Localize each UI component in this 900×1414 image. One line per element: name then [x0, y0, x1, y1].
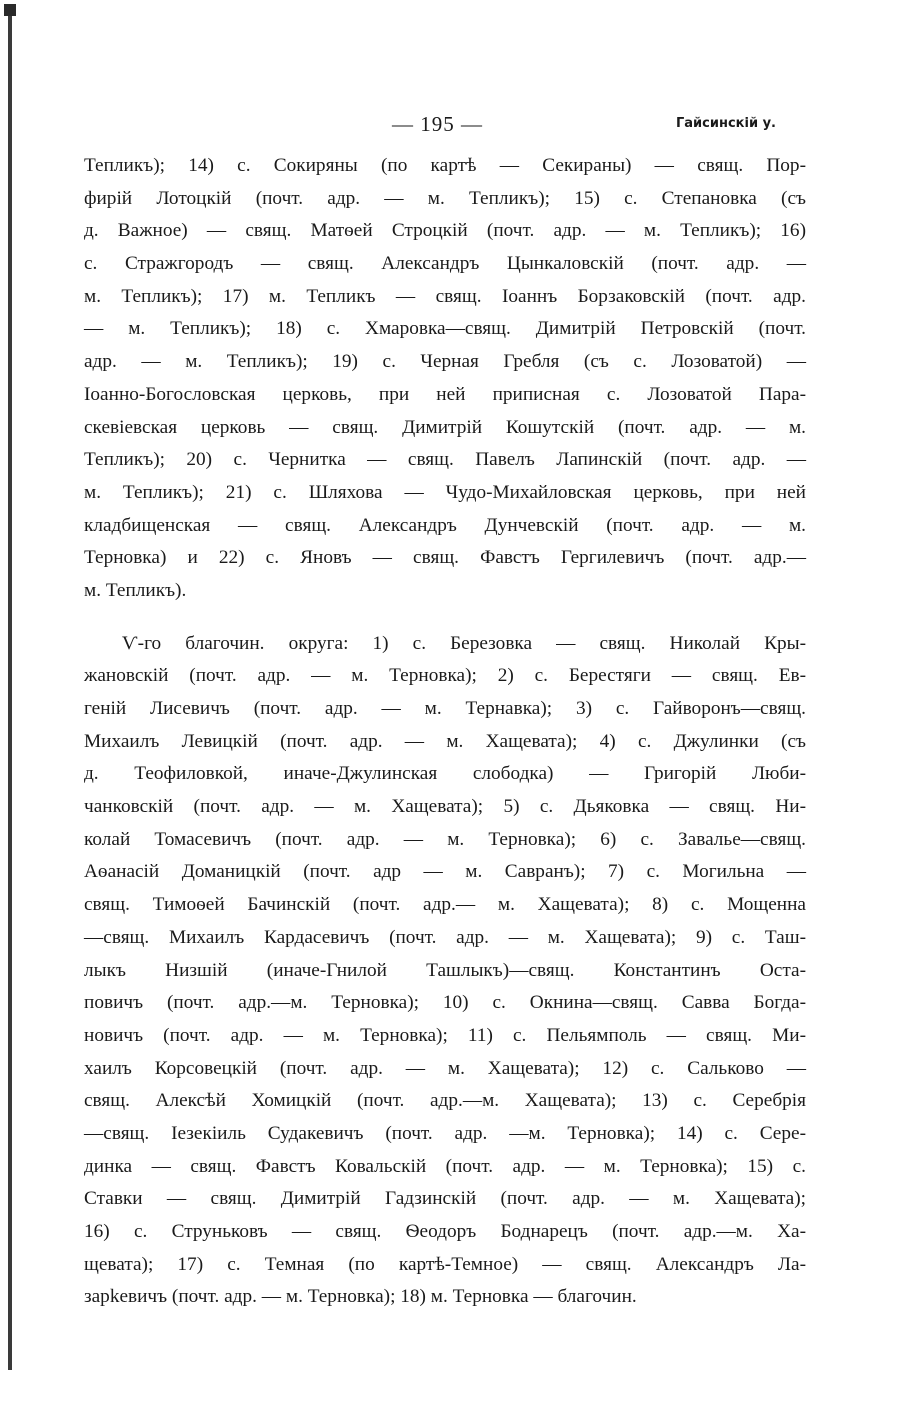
binding-mark: [4, 4, 16, 16]
text-line: м. Тепликъ); 17) м. Тепликъ — свящ. Іоаннъ Борзаковскій (почт. адр.: [84, 285, 806, 307]
text-line: свящ. Алексѣй Хомицкій (почт. адр.—м. Хащевата); 13) с. Серебрія: [84, 1090, 806, 1112]
paragraph: [84, 150, 806, 608]
text-line: фирій Лотоцкій (почт. адр. — м. Тепликъ); 15) с. Степановка (съ: [84, 187, 806, 209]
text-line: динка — свящ. Фавстъ Ковальскій (почт. адр. — м. Терновка); 15) с.: [84, 1155, 806, 1177]
text-line: Ставки — свящ. Димитрій Гадзинскій (почт. адр. — м. Хащевата);: [84, 1188, 806, 1210]
text-line: —свящ. Іезекіиль Судакевичъ (почт. адр. —м. Терновка); 14) с. Сере-: [84, 1122, 806, 1144]
text-line: м. Тепликъ).: [84, 579, 187, 601]
text-line: щевата); 17) с. Темная (по картѣ-Темное) — свящ. Александръ Ла-: [84, 1253, 806, 1275]
text-line: д. Важное) — свящ. Матѳей Строцкій (почт. адр. — м. Тепликъ); 16): [84, 220, 806, 242]
text-line: колай Томасевичъ (почт. адр. — м. Терновка); 6) с. Завалье—свящ.: [84, 828, 806, 850]
page-body: [84, 150, 806, 1314]
text-line: Аѳанасій Доманицкій (почт. адр — м. Савранъ); 7) с. Могильна —: [84, 861, 806, 883]
running-head: Гайсинскій у.: [676, 116, 776, 131]
text-line: повичъ (почт. адр.—м. Терновка); 10) с. Окнина—свящ. Савва Богда-: [84, 992, 806, 1014]
text-line: новичъ (почт. адр. — м. Терновка); 11) с. Пельямполь — свящ. Ми-: [84, 1024, 806, 1046]
text-line: кладбищенская — свящ. Александръ Дунчевскій (почт. адр. — м.: [84, 514, 806, 536]
text-line: адр. — м. Тепликъ); 19) с. Черная Гребля (съ с. Лозоватой) —: [84, 351, 806, 373]
text-line: чанковскій (почт. адр. — м. Хащевата); 5) с. Дьяковка — свящ. Ни-: [84, 796, 806, 818]
text-line: жановскій (почт. адр. — м. Терновка); 2) с. Берестяги — свящ. Ев-: [84, 665, 806, 687]
text-line: свящ. Тимоѳей Бачинскій (почт. адр.— м. Хащевата); 8) с. Мощенна: [84, 894, 806, 916]
text-line: — м. Тепликъ); 18) с. Хмаровка—свящ. Димитрій Петровскій (почт.: [84, 318, 806, 340]
paragraph-gap: [84, 608, 806, 628]
text-line: зарkевичъ (почт. адр. — м. Терновка); 18) м. Терновка — благочин.: [84, 1286, 637, 1308]
text-line: хаилъ Корсовецкій (почт. адр. — м. Хащевата); 12) с. Сальково —: [84, 1057, 806, 1079]
text-line: Іоанно-Богословская церковь, при ней приписная с. Лозоватой Пара-: [84, 383, 806, 405]
page-number: — 195 —: [392, 112, 483, 136]
text-line: скевіевская церковь — свящ. Димитрій Кошутскій (почт. адр. — м.: [84, 416, 806, 438]
text-line: геній Лисевичъ (почт. адр. — м. Тернавка); 3) с. Гайворонъ—свящ.: [84, 698, 806, 719]
page-header: [0, 112, 900, 142]
text-line: Тепликъ); 14) с. Сокиряны (по картѣ — Секираны) — свящ. Пор-: [84, 155, 806, 176]
text-line: Ѵ-го благочин. округа: 1) с. Березовка — свящ. Николай Кры-: [122, 632, 806, 654]
text-line: Терновка) и 22) с. Яновъ — свящ. Фавстъ Гергилевичъ (почт. адр.—: [84, 547, 806, 569]
text-line: —свящ. Михаилъ Кардасевичъ (почт. адр. — м. Хащевата); 9) с. Таш-: [84, 926, 806, 948]
text-line: Михаилъ Левицкій (почт. адр. — м. Хащевата); 4) с. Джулинки (съ: [84, 730, 806, 752]
text-line: Тепликъ); 20) с. Чернитка — свящ. Павелъ Лапинскій (почт. адр. —: [84, 449, 806, 471]
text-line: д. Теофиловкой, иначе-Джулинская слободка) — Григорій Люби-: [84, 763, 806, 785]
paragraph: [84, 628, 806, 1314]
page-binding-edge: [8, 8, 12, 1370]
text-line: с. Стражгородъ — свящ. Александръ Цынкаловскій (почт. адр. —: [84, 253, 806, 275]
text-line: 16) с. Струньковъ — свящ. Ѳеодоръ Боднарецъ (почт. адр.—м. Ха-: [84, 1221, 806, 1242]
text-line: лыкъ Низшій (иначе-Гнилой Ташлыкъ)—свящ. Константинъ Оста-: [84, 959, 806, 981]
text-line: м. Тепликъ); 21) с. Шляхова — Чудо-Михайловская церковь, при ней: [84, 481, 806, 503]
